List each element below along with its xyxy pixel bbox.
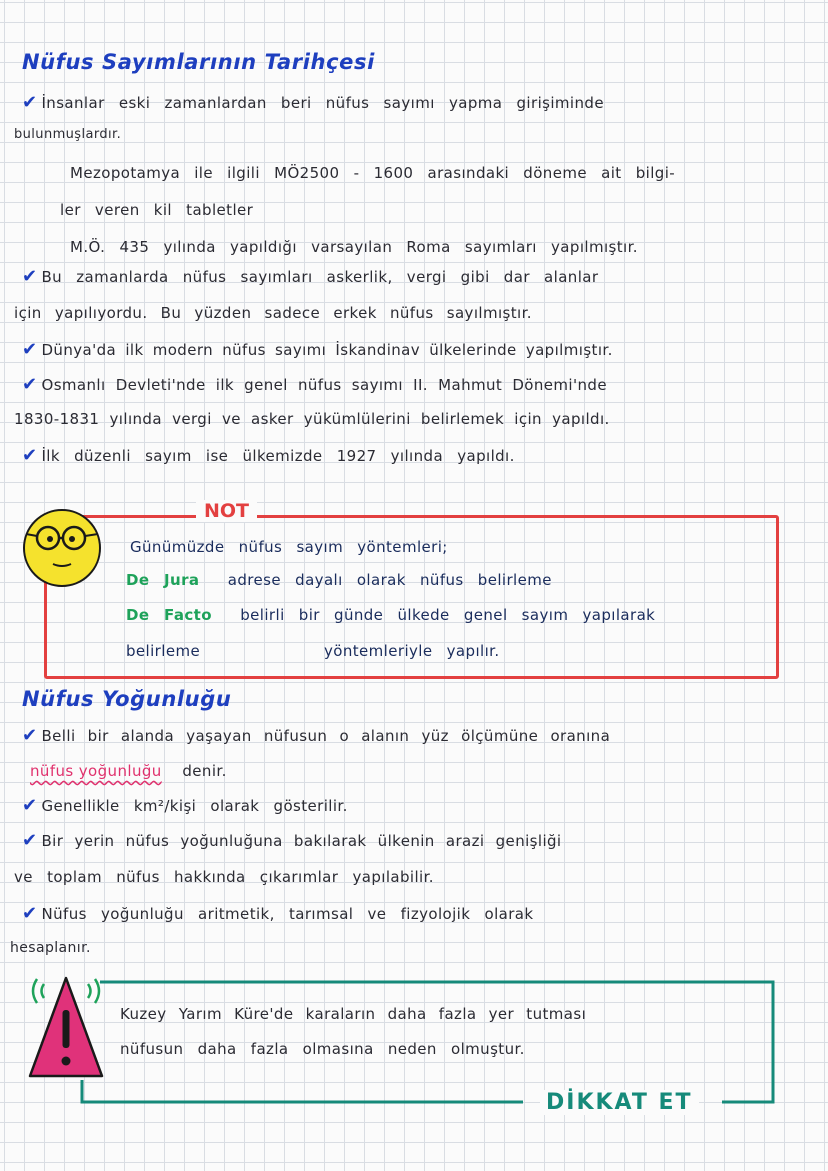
note-dejure: De Jura adrese dayalı olarak nüfus belirleme (126, 571, 552, 589)
text-line: hesaplanır. (10, 940, 91, 956)
warning-line: nüfusun daha fazla olmasına neden olmuştur. (120, 1040, 525, 1058)
note-label: NOT (196, 500, 257, 522)
checkmark-icon: ✔ (22, 795, 38, 816)
text-line: ler veren kil tabletler (60, 201, 254, 219)
smiley-glasses-icon (20, 506, 104, 590)
section-title-census-history: Nüfus Sayımlarının Tarihçesi (22, 50, 375, 74)
note-defacto-cont: yöntemleriyle yapılır. (324, 642, 500, 660)
text-line: nüfus yoğunluğu denir. (30, 762, 227, 780)
checkmark-icon: ✔ (22, 830, 38, 851)
warning-line: Kuzey Yarım Küre'de karaların daha fazla yer tutması (120, 1005, 587, 1023)
section-title-population-density: Nüfus Yoğunluğu (22, 687, 232, 711)
note-defacto-cont: belirleme (126, 642, 201, 660)
warning-triangle-icon (26, 964, 106, 1082)
text-line: ✔ Bu zamanlarda nüfus sayımları askerlik, vergi gibi dar alanlar (22, 266, 599, 287)
checkmark-icon: ✔ (22, 374, 38, 395)
checkmark-icon: ✔ (22, 92, 38, 113)
text-line: 1830-1831 yılında vergi ve asker yükümlülerini belirlemek için yapıldı. (14, 410, 610, 428)
text-line: ✔ Nüfus yoğunluğu aritmetik, tarımsal ve fizyolojik olarak (22, 903, 534, 924)
text-line: ✔ Osmanlı Devleti'nde ilk genel nüfus sayımı II. Mahmut Dönemi'nde (22, 374, 607, 395)
text-line: ✔ İnsanlar eski zamanlardan beri nüfus sayımı yapma girişiminde (22, 92, 604, 113)
checkmark-icon: ✔ (22, 339, 38, 360)
text-line: ✔ Dünya'da ilk modern nüfus sayımı İskandinav ülkelerinde yapılmıştır. (22, 339, 613, 360)
checkmark-icon: ✔ (22, 725, 38, 746)
note-defacto: De Facto belirli bir günde ülkede genel sayım yapılarak (126, 606, 656, 624)
text-line: için yapılıyordu. Bu yüzden sadece erkek nüfus sayılmıştır. (14, 304, 532, 322)
note-intro: Günümüzde nüfus sayım yöntemleri; (130, 538, 448, 556)
checkmark-icon: ✔ (22, 445, 38, 466)
checkmark-icon: ✔ (22, 266, 38, 287)
text-line: ✔ Genellikle km²/kişi olarak gösterilir. (22, 795, 348, 816)
text-line: M.Ö. 435 yılında yapıldığı varsayılan Roma sayımları yapılmıştır. (70, 238, 638, 256)
text-line: ✔ İlk düzenli sayım ise ülkemizde 1927 yılında yapıldı. (22, 445, 515, 466)
warning-label: DİKKAT ET (540, 1090, 699, 1115)
text-line: bulunmuşlardır. (14, 127, 122, 142)
text-line: Mezopotamya ile ilgili MÖ2500 - 1600 arasındaki döneme ait bilgi- (70, 164, 676, 182)
text-line: ✔ Bir yerin nüfus yoğunluğuna bakılarak ülkenin arazi genişliği (22, 830, 562, 851)
checkmark-icon: ✔ (22, 903, 38, 924)
text-line: ve toplam nüfus hakkında çıkarımlar yapılabilir. (14, 868, 434, 886)
text-line: ✔ Belli bir alanda yaşayan nüfusun o alanın yüz ölçümüne oranına (22, 725, 611, 746)
